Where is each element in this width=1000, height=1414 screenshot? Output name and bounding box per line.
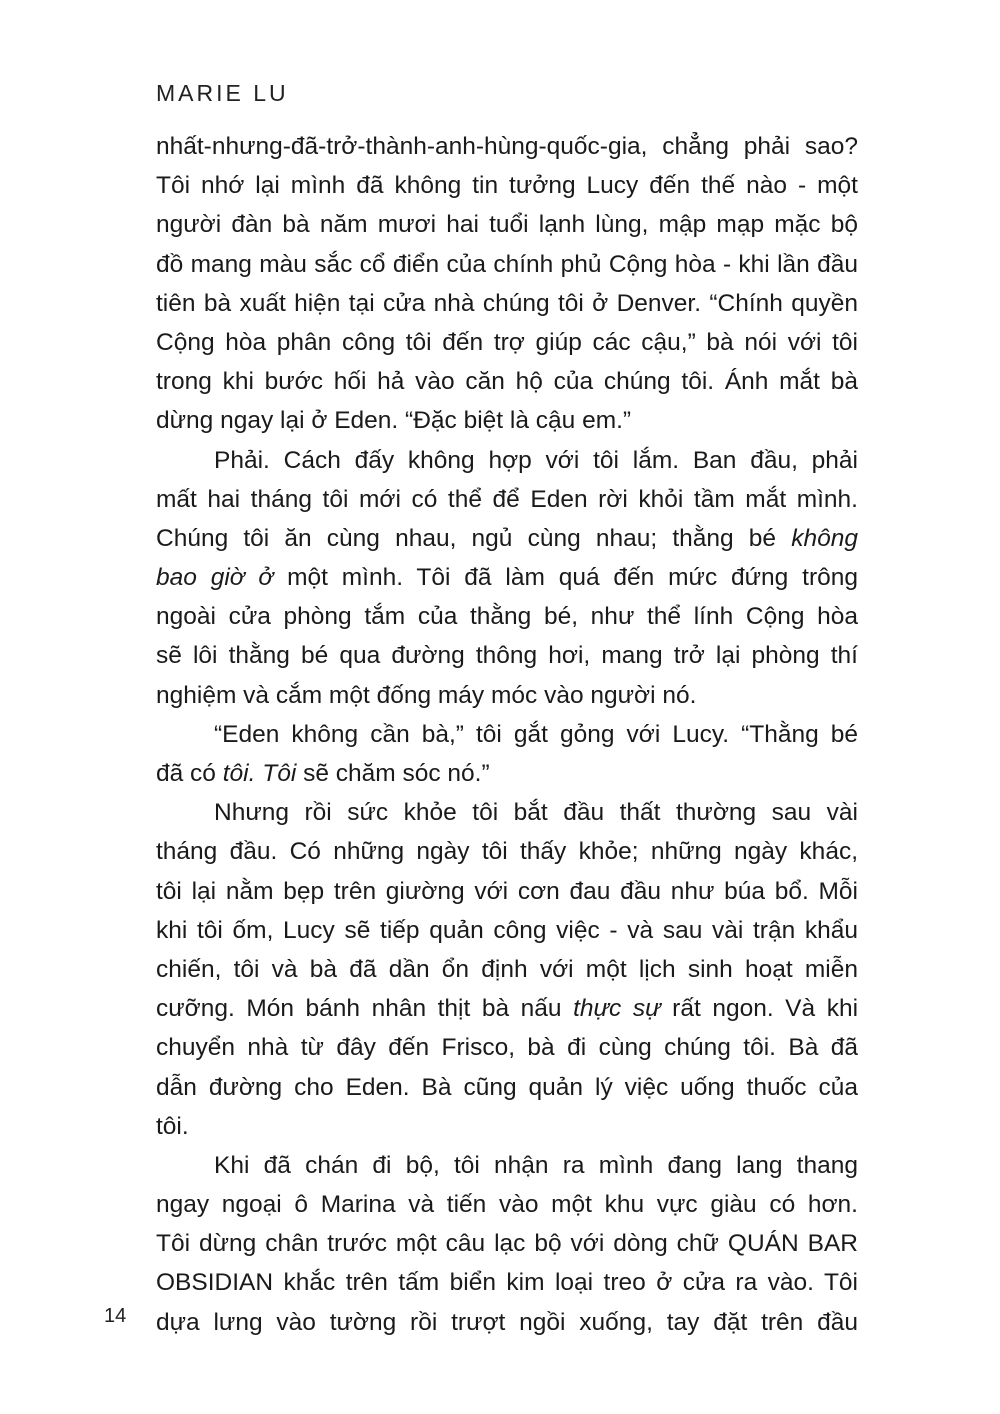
paragraph-start-line: Khi đã chán đi bộ, tôi nhận ra mình đang lang thang (214, 1151, 858, 1179)
text-line (156, 519, 858, 558)
text-segment: đã có (156, 760, 223, 787)
text-line: ngay ngoại ô Marina và tiến vào một khu vực giàu có hơn. (156, 1191, 858, 1219)
text-line (156, 558, 858, 597)
italic-segment: bao giờ ở (156, 564, 274, 592)
text-line: Tôi dừng chân trước một câu lạc bộ với dòng chữ QUÁN BAR (156, 1230, 858, 1258)
text-line: Cộng hòa phân công tôi đến trợ giúp các cậu,” bà nói với tôi (156, 328, 858, 356)
paragraph-start-line: “Eden không cần bà,” tôi gắt gỏng với Lucy. “Thằng bé (214, 720, 858, 748)
page-number: 14 (104, 1305, 127, 1327)
text-line: trong khi bước hối hả vào căn hộ của chúng tôi. Ánh mắt bà (156, 368, 858, 396)
text-line: chuyển nhà từ đây đến Frisco, bà đi cùng chúng tôi. Bà đã (156, 1034, 858, 1062)
text-line: tôi. (156, 1112, 189, 1140)
text-line: dừng ngay lại ở Eden. “Đặc biệt là cậu em.” (156, 407, 632, 435)
text-line: mất hai tháng tôi mới có thể để Eden rời khỏi tầm mắt mình. (156, 485, 858, 513)
text-line: tháng đầu. Có những ngày tôi thấy khỏe; những ngày khác, (156, 838, 858, 866)
text-segment: sẽ chăm sóc nó.” (296, 760, 490, 787)
running-head-author: MARIE LU (156, 80, 289, 106)
text-segment: cưỡng. Món bánh nhân thịt bà nấu (156, 995, 574, 1023)
text-line: nhất-nhưng-đã-trở-thành-anh-hùng-quốc-gia, chẳng phải sao? (156, 133, 858, 160)
text-line: OBSIDIAN khắc trên tấm biển kim loại treo ở cửa ra vào. Tôi (156, 1269, 858, 1297)
body-text (156, 127, 858, 1342)
text-line: đồ mang màu sắc cổ điển của chính phủ Cộng hòa - khi lần đầu (156, 250, 858, 278)
text-line: sẽ lôi thằng bé qua đường thông hơi, mang trở lại phòng thí (156, 642, 858, 670)
text-line (156, 989, 858, 1028)
italic-segment: không (791, 524, 858, 552)
italic-segment: thực sự (573, 995, 661, 1023)
text-line: tôi lại nằm bẹp trên giường với cơn đau đầu như búa bổ. Mỗi (156, 877, 858, 905)
text-segment: rất ngon. Và khi (660, 995, 859, 1023)
paragraph-start-line: Phải. Cách đấy không hợp với tôi lắm. Ban đầu, phải (214, 446, 858, 474)
paragraph-start-line: Nhưng rồi sức khỏe tôi bắt đầu thất thường sau vài (214, 799, 858, 827)
text-line: nghiệm và cắm một đống máy móc vào người nó. (156, 681, 697, 709)
text-segment: Chúng tôi ăn cùng nhau, ngủ cùng nhau; thằng bé (156, 524, 792, 552)
text-line: khi tôi ốm, Lucy sẽ tiếp quản công việc - và sau vài trận khẩu (156, 916, 858, 944)
text-line: tiên bà xuất hiện tại cửa nhà chúng tôi ở Denver. “Chính quyền (156, 289, 858, 317)
text-line (156, 754, 858, 793)
text-segment: một mình. Tôi đã làm quá đến mức đứng trông (273, 564, 858, 592)
text-line: chiến, tôi và bà đã dần ổn định với một lịch sinh hoạt miễn (156, 955, 858, 983)
text-line: Tôi nhớ lại mình đã không tin tưởng Lucy đến thế nào - một (156, 172, 858, 200)
italic-segment: tôi. Tôi (222, 760, 297, 787)
text-line: người đàn bà năm mươi hai tuổi lạnh lùng, mập mạp mặc bộ (156, 211, 858, 239)
text-line: dẫn đường cho Eden. Bà cũng quản lý việc uống thuốc của (156, 1073, 858, 1101)
text-line: dựa lưng vào tường rồi trượt ngồi xuống, tay đặt trên đầu (156, 1308, 858, 1336)
text-line: ngoài cửa phòng tắm của thằng bé, như thể lính Cộng hòa (156, 603, 858, 631)
